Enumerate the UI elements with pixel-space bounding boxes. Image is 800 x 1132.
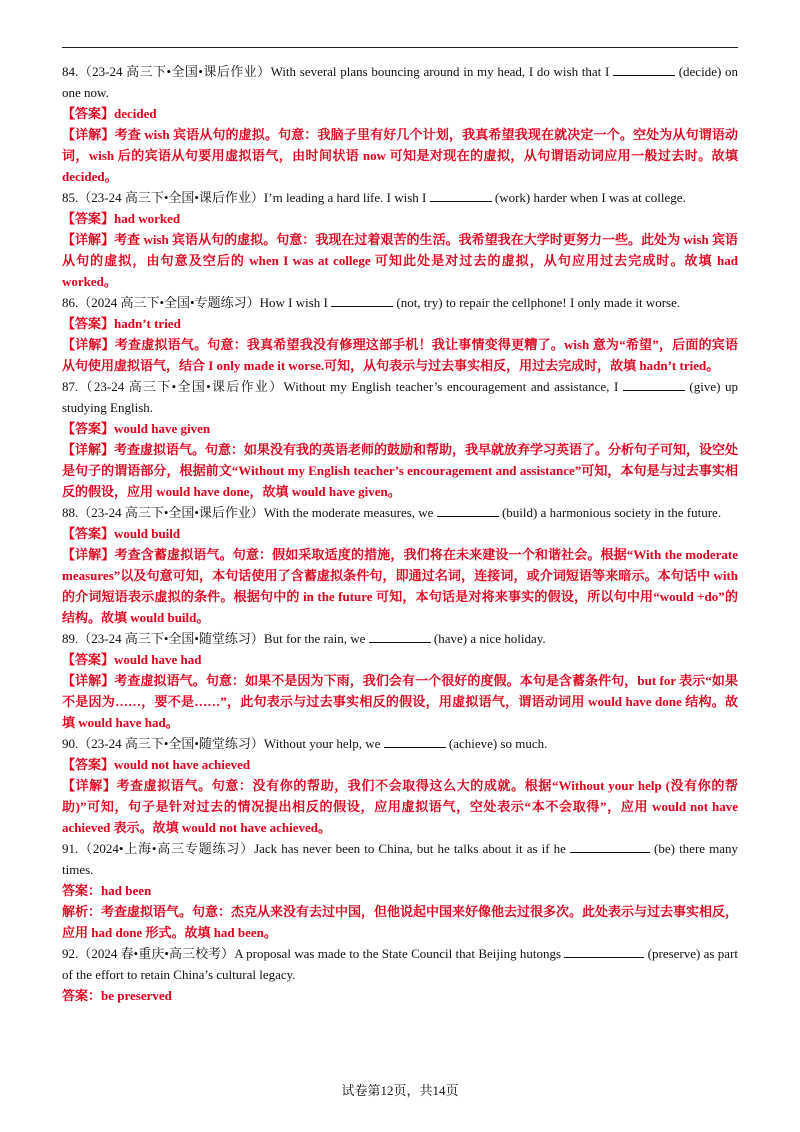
question-text: [62, 502, 738, 523]
answer-line: 【答案】had worked: [62, 211, 181, 226]
question-text-post: (be) there many times.: [62, 841, 739, 877]
question-text-pre: 86.（2024 高三下•全国•专题练习）How I wish I: [62, 295, 332, 310]
answer-line: 【答案】would have had: [62, 652, 202, 667]
answer-blank: [384, 735, 446, 748]
question-text-pre: 88.（23-24 高三下•全国•课后作业）With the moderate measures, we: [62, 505, 437, 520]
explanation: 【详解】考查 wish 宾语从句的虚拟。句意：我现在过着艰苦的生活。我希望我在大学时更努力一些。此处为 wish 宾语从句的虚拟，由句意及空后的 when I was at college 可知此处是对过去的虚拟，从句应用过去完成时。故填 had worked。: [62, 232, 738, 289]
question-text-post: (have) a nice holiday.: [430, 631, 546, 646]
question-85: [62, 187, 738, 292]
page-body: [62, 61, 738, 1006]
explanation: 【详解】考查虚拟语气。句意：没有你的帮助，我们不会取得这么大的成就。根据“Without your help (没有你的帮助)”可知，句子是针对过去的情况提出相反的假设，应用虚拟语气，空处表示“本不会取得”，应用 would not have achieved 表示。故填 would not have achieved。: [62, 778, 738, 835]
question-89: [62, 628, 738, 733]
question-text: [62, 733, 738, 754]
answer-blank: [437, 504, 499, 517]
answer-line: 答案：be preserved: [62, 988, 172, 1003]
answer-blank: [369, 630, 431, 643]
answer-blank: [331, 294, 393, 307]
question-text-post: (give) up studying English.: [62, 379, 738, 415]
answer-line: 【答案】would have given: [62, 421, 211, 436]
page-footer: 试卷第12页，共14页: [341, 1083, 459, 1098]
question-92: [62, 943, 738, 1006]
answer-line: 【答案】decided: [62, 106, 157, 121]
question-text: [62, 838, 738, 880]
answer-line: 【答案】hadn’t tried: [62, 316, 181, 331]
question-84: [62, 61, 738, 187]
question-text-post: (not, try) to repair the cellphone! I only made it worse.: [393, 295, 681, 310]
answer-blank: [623, 378, 685, 391]
question-text-pre: 91.（2024•上海•高三专题练习）Jack has never been to China, but he talks about it as if he: [62, 841, 570, 856]
answer-blank: [430, 189, 492, 202]
question-text: [62, 376, 738, 418]
question-text-pre: 87.（23-24 高三下•全国•课后作业）Without my English teacher’s encouragement and assistance, I: [62, 379, 623, 394]
header-rule: [62, 47, 738, 48]
question-text: [62, 61, 738, 103]
question-text: [62, 292, 738, 313]
question-text-post: (achieve) so much.: [445, 736, 548, 751]
answer-blank: [613, 63, 675, 76]
question-86: [62, 292, 738, 376]
question-text: [62, 943, 738, 985]
explanation: 【详解】考查虚拟语气。句意：如果没有我的英语老师的鼓励和帮助，我早就放弃学习英语了。分析句子可知，设空处是句子的谓语部分，根据前文“Without my English teacher’s encouragement and assistance”可知，本句是与过去事实相反的假设，应用 would have done，故填 would have given。: [62, 442, 739, 499]
explanation: 解析：考查虚拟语气。句意：杰克从来没有去过中国，但他说起中国来好像他去过很多次。此处表示与过去事实相反，应用 had done 形式。故填 had been。: [62, 904, 739, 940]
question-text-post: (preserve) as part of the effort to retain China’s cultural legacy.: [62, 946, 738, 982]
explanation: 【详解】考查虚拟语气。句意：我真希望我没有修理这部手机！我让事情变得更糟了。wish 意为“希望”，后面的宾语从句使用虚拟语气，结合 I only made it worse.可知，从句表示与过去事实相反，用过去完成时，故填 hadn’t tried。: [62, 337, 738, 373]
question-text: [62, 628, 738, 649]
question-text-pre: 92.（2024 春•重庆•高三校考）A proposal was made to the State Council that Beijing hutongs: [62, 946, 565, 961]
question-text-pre: 90.（23-24 高三下•全国•随堂练习）Without your help, we: [62, 736, 384, 751]
answer-line: 【答案】would not have achieved: [62, 757, 251, 772]
answer-line: 【答案】would build: [62, 526, 181, 541]
answer-line: 答案：had been: [62, 883, 152, 898]
question-text-pre: 84.（23-24 高三下•全国•课后作业）With several plans bouncing around in my head, I do wish that I: [62, 64, 614, 79]
answer-blank: [570, 840, 650, 853]
explanation: 【详解】考查虚拟语气。句意：如果不是因为下雨，我们会有一个很好的度假。本句是含蓄条件句，but for 表示“如果不是因为……，要不是……”，此句表示与过去事实相反的假设，用虚拟语气，谓语动词用 would have done 结构。故填 would have had。: [62, 673, 738, 730]
question-text-post: (build) a harmonious society in the future.: [498, 505, 722, 520]
question-text: [62, 187, 738, 208]
question-87: [62, 376, 738, 502]
question-text-post: (work) harder when I was at college.: [491, 190, 686, 205]
answer-blank: [564, 945, 644, 958]
explanation: 【详解】考查含蓄虚拟语气。句意：假如采取适度的措施，我们将在未来建设一个和谐社会。根据“With the moderate measures”以及句意可知，本句话使用了含蓄虚拟条件句，即通过名词，连接词，或介词短语等来暗示。本句话中 with 的介词短语表示虚拟的条件。根据句中的 in the future 可知，本句话是对将来事实的假设，所以句中用“would +do”的结构。故填 would build。: [62, 547, 738, 625]
question-91: [62, 838, 738, 943]
question-text-post: (decide) on one now.: [62, 64, 738, 100]
question-text-pre: 85.（23-24 高三下•全国•课后作业）I’m leading a hard life. I wish I: [62, 190, 430, 205]
question-text-pre: 89.（23-24 高三下•全国•随堂练习）But for the rain, we: [62, 631, 369, 646]
question-90: [62, 733, 738, 838]
explanation: 【详解】考查 wish 宾语从句的虚拟。句意：我脑子里有好几个计划，我真希望我现在就决定一个。空处为从句谓语动词，wish 后的宾语从句要用虚拟语气，由时间状语 now 可知是对现在的虚拟，从句谓语动词应用一般过去时。故填 decided。: [62, 127, 738, 184]
question-88: [62, 502, 738, 628]
